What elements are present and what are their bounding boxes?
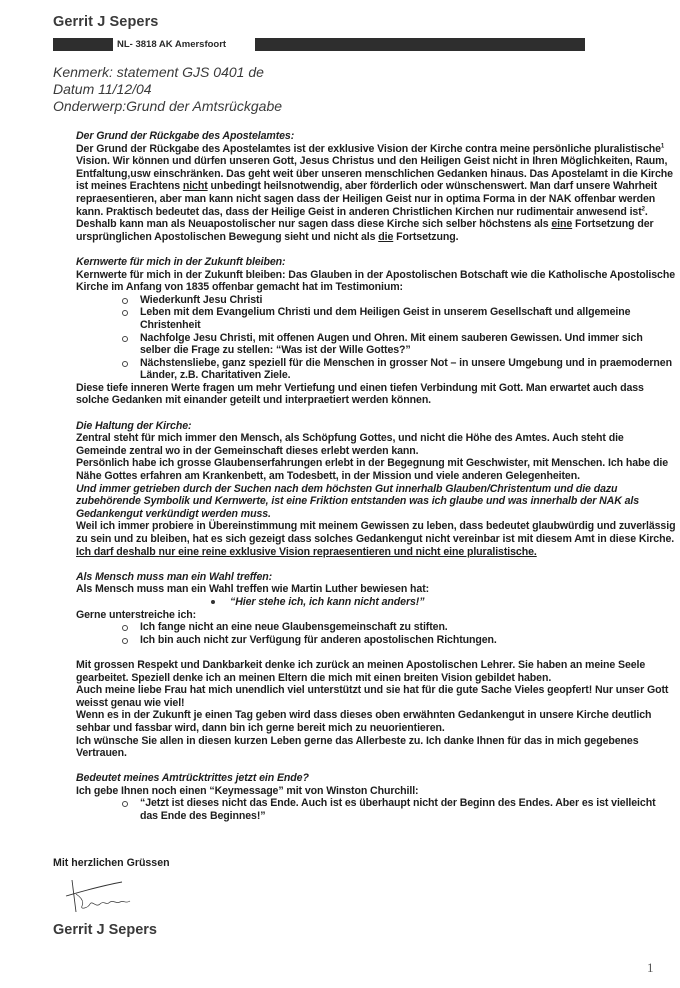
text-run: unbedingt heilsnotwendig, aber förderlich oder wünschenswert. Man darf unsere Wahrheit repraesentieren, aber man kann nicht sagen dass der Heiligen Geist nur in optima Forma in der NAK offenbar werden kann. Praktisch bedeutet das, dass der Heilige Geist in anderen Christlichen Kirchen nur rudimentair anwesend ist xyxy=(76,180,658,218)
commitments-list xyxy=(76,621,676,646)
page-number: 1 xyxy=(647,960,654,975)
list-item-text: Leben mit dem Evangelium Christi und dem Heiligen Geist in unserem Gesellschaft und allgemeine Christenheit xyxy=(140,306,631,331)
circle-bullet-icon xyxy=(122,336,128,342)
list-item xyxy=(76,621,676,634)
circle-bullet-icon xyxy=(122,310,128,316)
paragraph: Als Mensch muss man ein Wahl treffen wie Martin Luther bewiesen hat: xyxy=(76,583,430,596)
underlined-text: nicht xyxy=(182,180,208,193)
reference: Kenmerk: statement GJS 0401 de xyxy=(53,64,264,80)
churchill-quote-list xyxy=(76,797,676,822)
luther-quote xyxy=(76,596,676,609)
quote-text: “Hier stehe ich, ich kann nicht anders!” xyxy=(230,595,425,608)
section-heading: Die Haltung der Kirche: xyxy=(76,419,192,432)
signature-icon xyxy=(60,878,150,914)
list-item xyxy=(76,306,676,331)
list-item-text: Wiederkunft Jesu Christi xyxy=(140,293,263,306)
footnote-marker: 1 xyxy=(660,143,665,150)
underlined-text: die xyxy=(378,230,394,243)
text-run: Weil ich immer probiere in Übereinstimmung mit meinem Gewissen zu leben, dass bedeutet glaubwürdig und zuverlässig zu sein und zu bleiben, hat es sich gezeigt dass solches Gedankengut nicht vereinbar ist mit diesem Amt in diese Kirche. xyxy=(76,520,676,545)
text-run: Der Grund der Rückgabe des Apostelamtes ist der exklusive Vision der Kirche contra meine persönliche pluralistische xyxy=(76,142,661,155)
list-item-text: Nachfolge Jesu Christi, mit offenen Augen und Ohren. Mit einem sauberen Gewissen. Und immer sich selber die Frage zu stellen: “Was ist der Wille Gottes?” xyxy=(140,331,643,357)
list-item xyxy=(76,797,676,822)
text-run: Fortsetzung. xyxy=(393,230,459,243)
text-run: . Deshalb kann man als Neuapostolischer nur sagen dass diese Kirche sich selber höchstens als xyxy=(76,205,648,231)
paragraph: Ich gebe Ihnen noch einen “Keymessage” mit von Winston Churchill: xyxy=(76,784,419,797)
section-core-values xyxy=(76,256,676,407)
signer-name: Gerrit J Sepers xyxy=(53,922,157,938)
circle-bullet-icon xyxy=(122,361,128,367)
paragraph xyxy=(76,143,676,244)
footnote-marker: 2 xyxy=(641,206,645,213)
bullet-icon xyxy=(211,600,215,604)
paragraph: Zentral steht für mich immer den Mensch, als Schöpfung Gottes, und nicht die Höhe des Amtes. Auch steht die Gemeinde zentral wo in der Gemeinschaft dieses erlebt werden kann. xyxy=(76,432,624,457)
underlined-text: eine xyxy=(551,218,573,231)
letter-body xyxy=(76,130,676,823)
subject: Onderwerp:Grund der Amtsrückgabe xyxy=(53,98,283,114)
section-heading: Bedeutet meines Amtrücktrittes jetzt ein Ende? xyxy=(76,772,309,785)
paragraph: Auch meine liebe Frau hat mich unendlich viel unterstützt und sie hat für die gute Sache Vieles geopfert! Nur unser Gott weisst genau wie viel! xyxy=(76,684,669,709)
letter-meta xyxy=(53,64,282,115)
paragraph xyxy=(76,520,676,558)
paragraph: Mit grossen Respekt und Dankbarkeit denke ich zurück an meinen Apostolischen Lehrer. Sie haben an meine Seele gearbeitet. Speziell denke ich an meinen Eltern die mich mit einen breiten Vision gebildet haben. xyxy=(76,658,646,684)
list-item-text: Nächstensliebe, ganz speziell für die Menschen in grosser Not – in unsere Umgebung und in praemodernen Länder, z.B. Charitativen Ziele. xyxy=(140,356,672,382)
section-reason xyxy=(76,130,676,243)
paragraph: Diese tiefe inneren Werte fragen um mehr Vertiefung und einen tiefen Verbindung mit Gott. Man erwartet auch dass solche Gedanken mit einander geteilt und interpraetiert werden können. xyxy=(76,381,644,407)
paragraph: Wenn es in der Zukunft je einen Tag geben wird dass dieses oben erwähnten Gedankengut in unsere Kirche deutlich sehbar und fassbar wird, dann bin ich gerne bereit mich zu neuorientieren. xyxy=(76,709,652,734)
list-item xyxy=(76,332,676,357)
paragraph: Persönlich habe ich grosse Glaubenserfahrungen erlebt in der Begegnung mit Geschwister, mit Menschen. Ich habe die Nähe Gottes erfahren am Krankenbett, am Todesbett, in der Mission und viele anderen Gelegenheiten. xyxy=(76,457,668,483)
section-heading: Als Mensch muss man ein Wahl treffen: xyxy=(76,570,273,583)
redacted-block xyxy=(53,38,113,51)
closing-greeting: Mit herzlichen Grüssen xyxy=(53,857,170,869)
section-gratitude xyxy=(76,659,676,760)
paragraph: Kernwerte für mich in der Zukunft bleiben: Das Glauben in der Apostolischen Botschaft wie die Katholische Apostolische Kirche im Anfang von 1835 offenbar gemacht hat im Testimonium: xyxy=(76,268,676,294)
address-text: NL- 3818 AK Amersfoort xyxy=(117,39,227,50)
list-item-text: Ich bin auch nicht zur Verfügung für anderen apostolischen Richtungen. xyxy=(140,633,497,646)
list-item xyxy=(76,294,676,307)
circle-bullet-icon xyxy=(122,638,128,644)
text-run: Vision. Wir können und dürfen unseren Gott, Jesus Christus und den Heiligen Geist nicht in Ihren Möglichkeiten, Raum, Entfaltung,usw einschränken. Das geht weit über unseren menschlichen Gedanken hinaus. Das Apostelamt in die Kirche ist meines Erachtens xyxy=(76,155,673,193)
text-run: Fortsetzung der ursprünglichen Apostolischen Bewegung sieht und nicht als xyxy=(76,218,654,243)
date: Datum 11/12/04 xyxy=(53,81,152,97)
section-end xyxy=(76,772,676,822)
paragraph: Gerne unterstreiche ich: xyxy=(76,608,197,621)
paragraph-italic: Und immer getrieben durch der Suchen nach dem höchsten Gut innerhalb Glauben/Christentum und die dazu zubehörende Symbolik und Kernwerte, ist eine Friktion entstanden was ich glaube und was innerhalb der NAK als Gedankengut verkündigt werden muss. xyxy=(76,482,640,520)
list-item-text: “Jetzt ist dieses nicht das Ende. Auch ist es überhaupt nicht der Beginn des Endes. Aber es ist vielleicht das Ende des Beginnes!” xyxy=(140,797,656,823)
section-heading: Der Grund der Rückgabe des Apostelamtes: xyxy=(76,130,295,142)
paragraph: Ich wünsche Sie allen in diesen kurzen Leben gerne das Allerbeste zu. Ich danke Ihnen für das in mich gegebenes Vertrauen. xyxy=(76,734,639,760)
redacted-block xyxy=(255,38,585,51)
section-choice xyxy=(76,571,676,647)
section-heading: Kernwerte für mich in der Zukunft bleiben: xyxy=(76,255,286,268)
address-line xyxy=(53,38,593,52)
list-item xyxy=(76,357,676,382)
list-item-text: Ich fange nicht an eine neue Glaubensgemeinschaft zu stiften. xyxy=(140,621,448,634)
core-values-list xyxy=(76,294,676,382)
section-church-stance xyxy=(76,420,676,559)
list-item xyxy=(76,634,676,647)
underlined-text: Ich darf deshalb nur eine reine exklusive Vision repraesentieren und nicht eine pluralistische. xyxy=(76,545,537,558)
circle-bullet-icon xyxy=(122,801,128,807)
sender-name: Gerrit J Sepers xyxy=(53,14,159,30)
circle-bullet-icon xyxy=(122,625,128,631)
circle-bullet-icon xyxy=(122,298,128,304)
